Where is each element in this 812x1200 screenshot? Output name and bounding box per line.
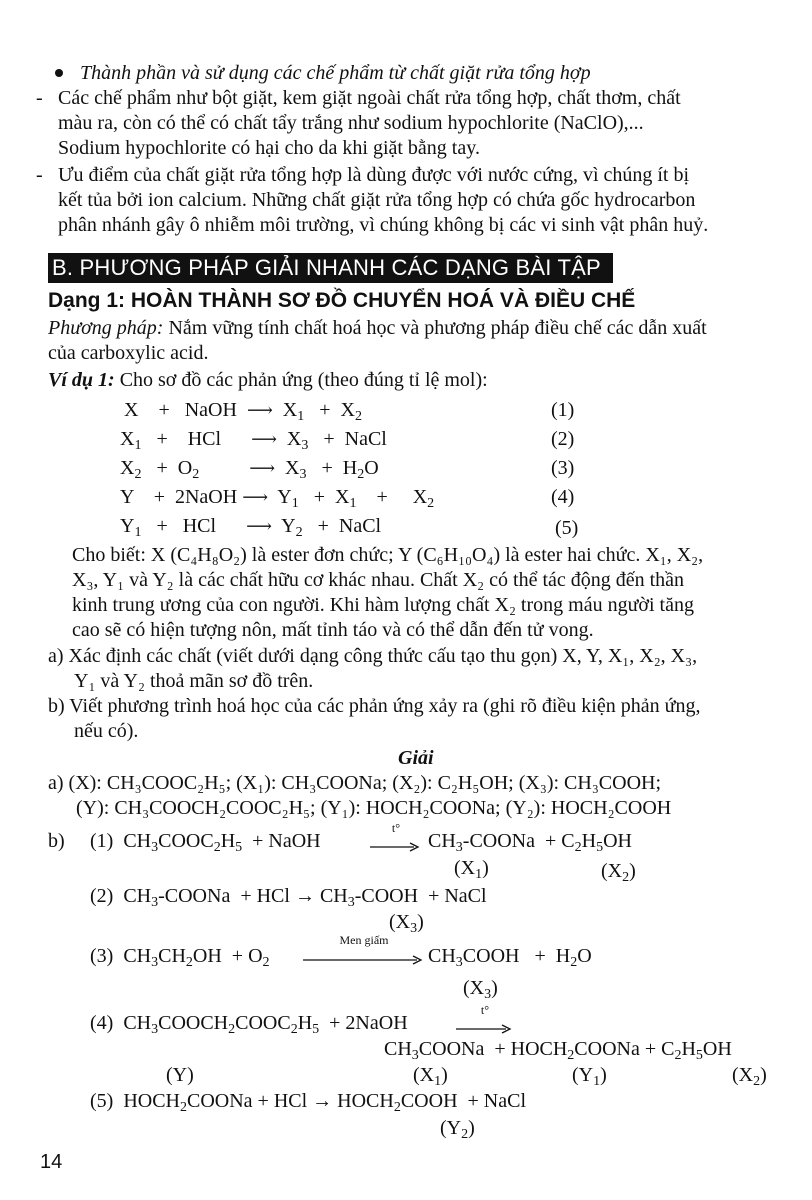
equation-5: (5) $HOCH_2COONa$ + HCl → $HOCH_2COOH$ + NaCl: [90, 1090, 527, 1115]
dash-marker: -: [36, 87, 43, 109]
arrow-heat-1: [370, 822, 422, 859]
question-a-line1: a) Xác định các chất (viết dưới dạng công thức cấu tạo thu gọn) X, Y, X₁, X₂, X₃,: [48, 645, 698, 667]
scheme-num-1: (1): [551, 399, 575, 421]
scheme-row-5: $Y_1$ + HCl ⟶ $Y_2$ + NaCl: [120, 515, 382, 540]
para-dash1-line1: Các chế phẩm như bột giặt, kem giặt ngoài chất rửa tổng hợp, chất thơm, chất: [58, 87, 681, 109]
scheme-row-2: $X_1$ + HCl ⟶ $X_3$ + NaCl: [120, 428, 387, 453]
label-y2: $(Y_2)$: [440, 1117, 475, 1142]
question-b-line2: nếu có).: [74, 720, 139, 742]
section-heading: Dạng 1: HOÀN THÀNH SƠ ĐỒ CHUYỂN HOÁ VÀ ĐIỀU CHẾ: [48, 289, 636, 312]
arrow-vinegar: [303, 934, 425, 972]
equation-3: (3) $CH_3CH_2OH + O_2$: [90, 945, 270, 970]
arrow-icon: [370, 842, 422, 852]
bullet-title: Thành phần và sử dụng các chế phẩm từ chất giặt rửa tổng hợp: [80, 62, 591, 84]
para-dash1-line3: Sodium hypochlorite có hại cho da khi giặt bằng tay.: [58, 137, 480, 159]
para-dash2-line3: phân nhánh gây ô nhiễm môi trường, vì chúng không bị các vi sinh vật phân huỷ.: [58, 214, 709, 236]
question-a-line2: Y₁ và Y₂ thoả mãn sơ đồ trên.: [74, 670, 314, 692]
scheme-num-3: (3): [551, 457, 575, 479]
para-dash2-line1: Ưu điểm của chất giặt rửa tổng hợp là dùng được với nước cứng, vì chúng ít bị: [58, 164, 690, 186]
equation-4: (4) $CH_3COOCH_2COOC_2H_5$ + 2NaOH: [90, 1012, 408, 1037]
arrow-icon: [456, 1024, 514, 1034]
label-y1: $(Y_1)$: [572, 1064, 607, 1089]
para-dash2-line2: kết tủa bởi ion calcium. Những chất giặt rửa tổng hợp có chứa gốc hydrocarbon: [58, 189, 696, 211]
given-line1: Cho biết: X (C₄H₈O₂) là ester đơn chức; Y (C₆H₁₀O₄) là ester hai chức. X₁, X₂,: [72, 544, 704, 566]
example-line: [48, 368, 488, 393]
section-banner: B. PHƯƠNG PHÁP GIẢI NHANH CÁC DẠNG BÀI TẬP: [48, 253, 613, 283]
question-b-line1: b) Viết phương trình hoá học của các phản ứng xảy ra (ghi rõ điều kiện phản ứng,: [48, 695, 701, 717]
solution-title: Giải: [398, 747, 434, 769]
page-number: 14: [40, 1151, 63, 1173]
bullet-icon: [55, 69, 63, 77]
method-line2: của carboxylic acid.: [48, 342, 209, 364]
method-text: Nắm vững tính chất hoá học và phương pháp điều chế các dẫn xuất: [163, 317, 707, 339]
label-y: (Y): [166, 1064, 194, 1086]
label-x2-b: $(X_2)$: [732, 1064, 767, 1089]
equation-3-products: $CH_3COOH + H_2O$: [428, 945, 592, 970]
answer-b-label: b): [48, 830, 65, 852]
scheme-row-4: Y + 2NaOH ⟶ $Y_1 + X_1$ + $X_2$: [120, 486, 435, 511]
equation-1: (1) $CH_3COOC_2H_5$ + NaOH: [90, 830, 321, 855]
label-x3: $(X_3)$: [389, 911, 424, 936]
para-dash1-line2: màu ra, còn có thể có chất tẩy trắng như sodium hypochlorite (NaClO),...: [58, 112, 644, 134]
label-x3-b: $(X_3)$: [463, 977, 498, 1002]
example-label: Ví dụ 1:: [48, 369, 115, 391]
scheme-row-3: $X_2 + O_2$ ⟶ $X_3 + H_2O$: [120, 457, 379, 482]
condition-heat: t°: [391, 821, 401, 835]
given-line3: kinh trung ương của con người. Khi hàm lượng chất X₂ trong máu người tăng: [72, 594, 694, 616]
given-line2: X₃, Y₁ và Y₂ là các chất hữu cơ khác nhau. Chất X₂ có thể tác động đến thần: [72, 569, 685, 591]
scheme-num-5: (5): [555, 517, 579, 539]
scheme-num-2: (2): [551, 428, 575, 450]
equation-2: (2) $CH_3$-COONa + HCl → $CH_3$-COOH + NaCl: [90, 885, 487, 910]
equation-4-products: $CH_3COONa$ + $HOCH_2COONa + C_2H_5OH$: [384, 1038, 732, 1063]
answer-a-line2: (Y): CH₃COOCH₂COOC₂H₅; (Y₁): HOCH₂COONa; (Y₂): HOCH₂COOH: [76, 797, 672, 819]
example-text: Cho sơ đồ các phản ứng (theo đúng tỉ lệ mol):: [114, 369, 488, 391]
equation-1-products: $CH_3$-COONa + $C_2H_5OH$: [428, 830, 632, 855]
scheme-num-4: (4): [551, 486, 575, 508]
label-x2: $(X_2)$: [601, 860, 636, 885]
method-line1: [48, 316, 707, 341]
scheme-row-1: X + NaOH ⟶ $X_1 + X_2$: [124, 399, 362, 424]
answer-a-line1: a) (X): CH₃COOC₂H₅; (X₁): CH₃COONa; (X₂): C₂H₅OH; (X₃): CH₃COOH;: [48, 772, 662, 794]
method-label: Phương pháp:: [48, 317, 164, 339]
arrow-heat-4: [456, 1004, 514, 1041]
label-x1-b: $(X_1)$: [413, 1064, 448, 1089]
given-line4: cao sẽ có hiện tượng nôn, mất tỉnh táo và có thể dẫn đến tử vong.: [72, 619, 594, 641]
condition-heat: t°: [480, 1003, 490, 1017]
label-x1: $(X_1)$: [454, 857, 489, 882]
arrow-icon: [303, 955, 425, 965]
dash-marker: -: [36, 164, 43, 186]
condition-vinegar: Men giấm: [339, 933, 389, 947]
